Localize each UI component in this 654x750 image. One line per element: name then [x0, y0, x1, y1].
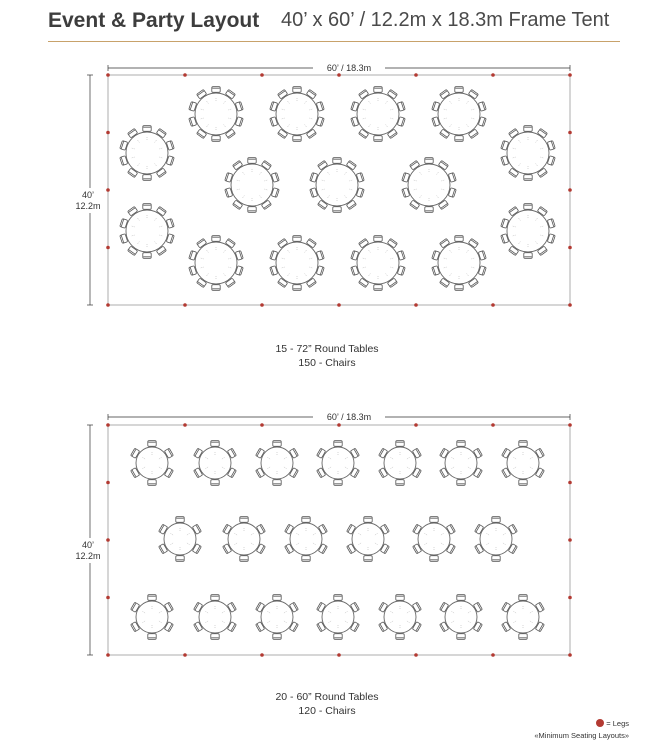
layout-2-height-label-ft: 40’	[81, 540, 95, 550]
round-table-72	[501, 204, 556, 259]
table-top	[290, 523, 322, 555]
round-table-72	[310, 158, 365, 213]
layout-2-leg-marker	[568, 596, 572, 600]
table-top	[507, 210, 549, 252]
round-table-60	[502, 595, 545, 640]
layout-2-leg-marker	[337, 653, 341, 657]
layout-1-tables-count: 15 - 72” Round Tables	[275, 343, 379, 355]
table-top	[352, 523, 384, 555]
chair	[396, 634, 404, 640]
layout-2-leg-marker	[183, 653, 187, 657]
layout-1-leg-marker	[568, 246, 572, 250]
chair	[396, 441, 404, 447]
layout-1-leg-marker	[337, 73, 341, 77]
chair	[302, 517, 310, 523]
layout-2-leg-marker	[106, 481, 110, 485]
round-table-72	[432, 87, 487, 142]
chair	[148, 634, 156, 640]
round-table-72	[225, 158, 280, 213]
table-top	[261, 447, 293, 479]
chair	[457, 480, 465, 486]
chair	[519, 595, 527, 601]
chair	[148, 595, 156, 601]
chair	[524, 175, 532, 181]
table-top	[322, 447, 354, 479]
table-top	[276, 93, 318, 135]
chair	[524, 204, 532, 210]
chair	[425, 158, 433, 164]
page-subtitle: 40’ x 60’ / 12.2m x 18.3m Frame Tent	[281, 9, 610, 31]
legend	[534, 718, 629, 742]
table-top	[507, 601, 539, 633]
round-table-60	[347, 517, 390, 562]
layout-1-leg-marker	[337, 303, 341, 307]
chair	[457, 441, 465, 447]
round-table-72	[270, 236, 325, 291]
round-table-72	[501, 126, 556, 181]
layout-2-caption	[0, 690, 654, 718]
chair	[273, 441, 281, 447]
round-table-60	[475, 517, 518, 562]
chair	[374, 236, 382, 242]
table-top	[507, 132, 549, 174]
table-top	[199, 447, 231, 479]
layout-1-plan	[75, 63, 571, 307]
table-top	[136, 601, 168, 633]
chair	[334, 595, 342, 601]
layout-2-leg-marker	[568, 653, 572, 657]
layout-1-leg-marker	[106, 131, 110, 135]
chair	[364, 517, 372, 523]
chair	[457, 634, 465, 640]
layout-1-leg-marker	[414, 303, 418, 307]
layout-1-leg-marker	[106, 188, 110, 192]
chair	[374, 136, 382, 142]
chair	[176, 517, 184, 523]
round-table-60	[256, 595, 299, 640]
table-top	[228, 523, 260, 555]
chair	[211, 480, 219, 486]
layout-1-leg-marker	[491, 73, 495, 77]
round-table-60	[194, 441, 237, 486]
layout-2-leg-marker	[106, 596, 110, 600]
round-table-60	[256, 441, 299, 486]
round-table-72	[189, 236, 244, 291]
leg-marker-icon	[596, 719, 604, 727]
round-table-72	[120, 126, 175, 181]
layout-1-leg-marker	[568, 73, 572, 77]
layout-2-tables-count: 20 - 60” Round Tables	[275, 691, 379, 703]
table-top	[126, 210, 168, 252]
chair	[148, 480, 156, 486]
chair	[374, 285, 382, 291]
layout-2-leg-marker	[491, 423, 495, 427]
chair	[273, 634, 281, 640]
table-top	[195, 93, 237, 135]
table-top	[126, 132, 168, 174]
layout-2-chairs-count: 120 - Chairs	[298, 705, 356, 717]
round-table-60	[379, 595, 422, 640]
chair	[455, 285, 463, 291]
round-table-60	[131, 441, 174, 486]
layout-2-leg-marker	[260, 653, 264, 657]
chair	[519, 480, 527, 486]
chair	[430, 517, 438, 523]
chair	[302, 556, 310, 562]
round-table-72	[402, 158, 457, 213]
chair	[492, 517, 500, 523]
chair	[212, 285, 220, 291]
layout-2-leg-marker	[568, 538, 572, 542]
layout-2-height-dimension	[75, 425, 100, 655]
chair	[396, 595, 404, 601]
table-top	[438, 242, 480, 284]
chair	[240, 517, 248, 523]
layout-2-plan	[75, 412, 571, 657]
round-table-72	[351, 236, 406, 291]
table-top	[231, 164, 273, 206]
round-table-72	[189, 87, 244, 142]
layout-1-leg-marker	[568, 188, 572, 192]
layout-1-tables	[120, 87, 556, 291]
round-table-72	[120, 204, 175, 259]
layout-1-leg-marker	[106, 73, 110, 77]
table-top	[322, 601, 354, 633]
chair	[273, 595, 281, 601]
layout-2-leg-marker	[260, 423, 264, 427]
round-table-60	[317, 595, 360, 640]
table-top	[199, 601, 231, 633]
table-top	[136, 447, 168, 479]
chair	[212, 87, 220, 93]
layout-2-leg-marker	[414, 653, 418, 657]
legend-legs-label: = Legs	[606, 719, 629, 728]
table-top	[357, 242, 399, 284]
chair	[293, 136, 301, 142]
table-top	[276, 242, 318, 284]
chair	[240, 556, 248, 562]
chair	[293, 285, 301, 291]
table-top	[438, 93, 480, 135]
chair	[334, 441, 342, 447]
layout-1-leg-marker	[106, 246, 110, 250]
chair	[148, 441, 156, 447]
round-table-60	[440, 595, 483, 640]
chair	[364, 556, 372, 562]
layout-1-height-label-m: 12.2m	[75, 201, 101, 211]
round-table-60	[379, 441, 422, 486]
chair	[293, 236, 301, 242]
layout-2-tables	[131, 441, 545, 640]
chair	[143, 126, 151, 132]
table-top	[316, 164, 358, 206]
round-table-60	[159, 517, 202, 562]
layout-2-leg-marker	[183, 423, 187, 427]
chair	[455, 136, 463, 142]
chair	[176, 556, 184, 562]
layout-1-leg-marker	[414, 73, 418, 77]
layout-1-leg-marker	[183, 303, 187, 307]
chair	[248, 158, 256, 164]
chair	[334, 634, 342, 640]
chair	[143, 204, 151, 210]
layout-1-leg-marker	[260, 303, 264, 307]
chair	[333, 158, 341, 164]
layout-1-width-label: 60’ / 18.3m	[326, 63, 372, 73]
layout-2-leg-marker	[337, 423, 341, 427]
table-top	[480, 523, 512, 555]
table-top	[445, 447, 477, 479]
chair	[430, 556, 438, 562]
page-title: Event & Party Layout	[48, 9, 260, 32]
table-top	[195, 242, 237, 284]
chair	[333, 207, 341, 213]
round-table-60	[223, 517, 266, 562]
round-table-60	[131, 595, 174, 640]
chair	[293, 87, 301, 93]
round-table-60	[413, 517, 456, 562]
chair	[455, 87, 463, 93]
chair	[492, 556, 500, 562]
chair	[519, 441, 527, 447]
layout-1-leg-marker	[568, 303, 572, 307]
layout-2-leg-marker	[106, 423, 110, 427]
layout-2-leg-marker	[414, 423, 418, 427]
chair	[374, 87, 382, 93]
round-table-72	[270, 87, 325, 142]
layout-2-width-label: 60’ / 18.3m	[326, 412, 372, 422]
layout-2-leg-marker	[106, 653, 110, 657]
chair	[334, 480, 342, 486]
layout-1-caption	[0, 342, 654, 370]
round-table-60	[502, 441, 545, 486]
chair	[524, 126, 532, 132]
chair	[212, 236, 220, 242]
table-top	[357, 93, 399, 135]
table-top	[408, 164, 450, 206]
chair	[143, 253, 151, 259]
layout-2-width-dimension	[108, 412, 570, 422]
layout-1-leg-marker	[568, 131, 572, 135]
layout-2-leg-marker	[568, 481, 572, 485]
legend-note: «Minimum Seating Layouts»	[534, 731, 629, 740]
round-table-60	[317, 441, 360, 486]
table-top	[164, 523, 196, 555]
chair	[524, 253, 532, 259]
layout-1-leg-marker	[183, 73, 187, 77]
chair	[211, 595, 219, 601]
round-table-60	[285, 517, 328, 562]
table-top	[507, 447, 539, 479]
chair	[248, 207, 256, 213]
chair	[396, 480, 404, 486]
layout-2-leg-marker	[568, 423, 572, 427]
round-table-72	[351, 87, 406, 142]
layout-1-chairs-count: 150 - Chairs	[298, 357, 356, 369]
table-top	[384, 601, 416, 633]
table-top	[445, 601, 477, 633]
chair	[425, 207, 433, 213]
table-top	[384, 447, 416, 479]
round-table-60	[194, 595, 237, 640]
layout-1-leg-marker	[106, 303, 110, 307]
chair	[212, 136, 220, 142]
round-table-72	[432, 236, 487, 291]
chair	[211, 634, 219, 640]
table-top	[418, 523, 450, 555]
layout-2-leg-marker	[106, 538, 110, 542]
round-table-60	[440, 441, 483, 486]
layout-1-leg-marker	[491, 303, 495, 307]
chair	[143, 175, 151, 181]
layout-1-leg-marker	[260, 73, 264, 77]
layout-2-leg-marker	[491, 653, 495, 657]
layout-1-height-label-ft: 40’	[81, 190, 95, 200]
layout-1-height-dimension	[75, 75, 100, 305]
chair	[457, 595, 465, 601]
chair	[273, 480, 281, 486]
chair	[211, 441, 219, 447]
chair	[519, 634, 527, 640]
layout-1-width-dimension	[108, 63, 570, 73]
table-top	[261, 601, 293, 633]
chair	[455, 236, 463, 242]
layout-2-height-label-m: 12.2m	[75, 551, 101, 561]
